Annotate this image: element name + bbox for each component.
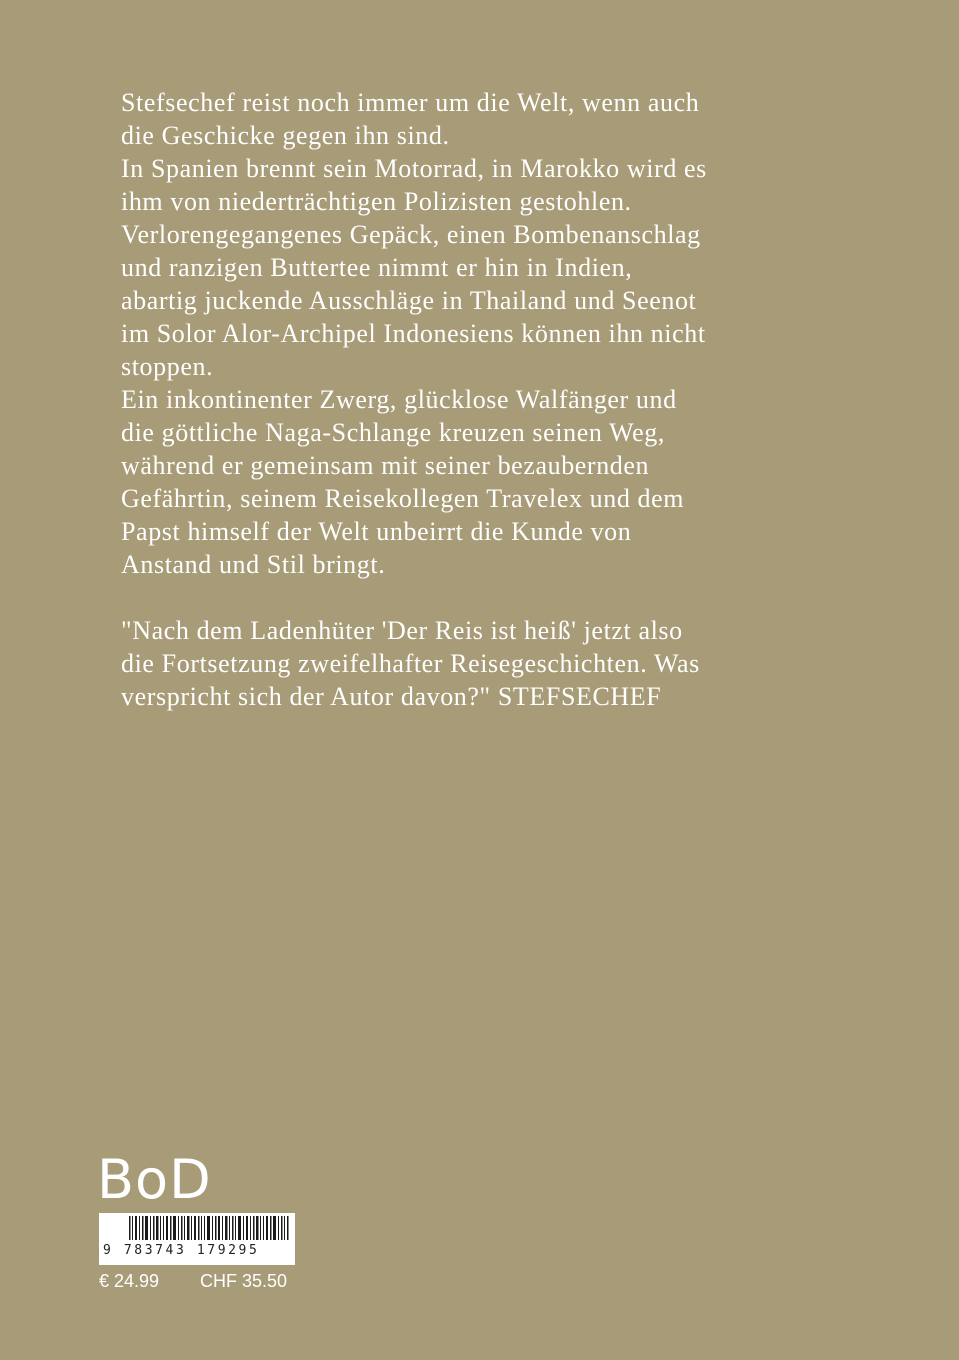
blurb-paragraph <box>121 86 821 581</box>
blurb-line: ihm von niederträchtigen Polizisten gestohlen. <box>121 187 632 216</box>
blurb-line: Anstand und Stil bringt. <box>121 550 386 579</box>
quote-line: "Nach dem Ladenhüter 'Der Reis ist heiß' jetzt also <box>121 616 683 645</box>
blurb-line: die Geschicke gegen ihn sind. <box>121 121 450 150</box>
price-chf: CHF 35.50 <box>200 1271 288 1291</box>
paragraph-gap <box>121 581 821 614</box>
blurb-quote <box>121 614 821 713</box>
blurb-line: Verlorengegangenes Gepäck, einen Bombenanschlag <box>121 220 701 249</box>
price-eur: € 24.99 <box>99 1271 160 1291</box>
isbn-barcode <box>99 1213 295 1265</box>
blurb-line: im Solor Alor-Archipel Indonesiens können ihn nicht <box>121 319 706 348</box>
blurb-line: abartig juckende Ausschläge in Thailand und Seenot <box>121 286 697 315</box>
blurb-line: die göttliche Naga-Schlange kreuzen seinen Weg, <box>121 418 665 447</box>
isbn-number: 9 783743 179295 <box>103 1243 260 1258</box>
quote-line: die Fortsetzung zweifelhafter Reisegeschichten. Was <box>121 649 700 678</box>
blurb-text <box>121 86 821 713</box>
blurb-line: Papst himself der Welt unbeirrt die Kunde von <box>121 517 632 546</box>
blurb-line: während er gemeinsam mit seiner bezaubernden <box>121 451 650 480</box>
blurb-line: und ranzigen Buttertee nimmt er hin in Indien, <box>121 253 633 282</box>
publisher-logo: BoD <box>97 1148 212 1211</box>
blurb-line: Ein inkontinenter Zwerg, glücklose Walfänger und <box>121 385 677 414</box>
barcode-bars <box>129 1216 289 1240</box>
blurb-line: stoppen. <box>121 352 214 381</box>
blurb-line: Gefährtin, seinem Reisekollegen Travelex und dem <box>121 484 685 513</box>
quote-line: verspricht sich der Autor davon?" STEFSECHEF <box>121 682 662 711</box>
blurb-line: In Spanien brennt sein Motorrad, in Marokko wird es <box>121 154 707 183</box>
blurb-line: Stefsechef reist noch immer um die Welt, wenn auch <box>121 88 700 117</box>
